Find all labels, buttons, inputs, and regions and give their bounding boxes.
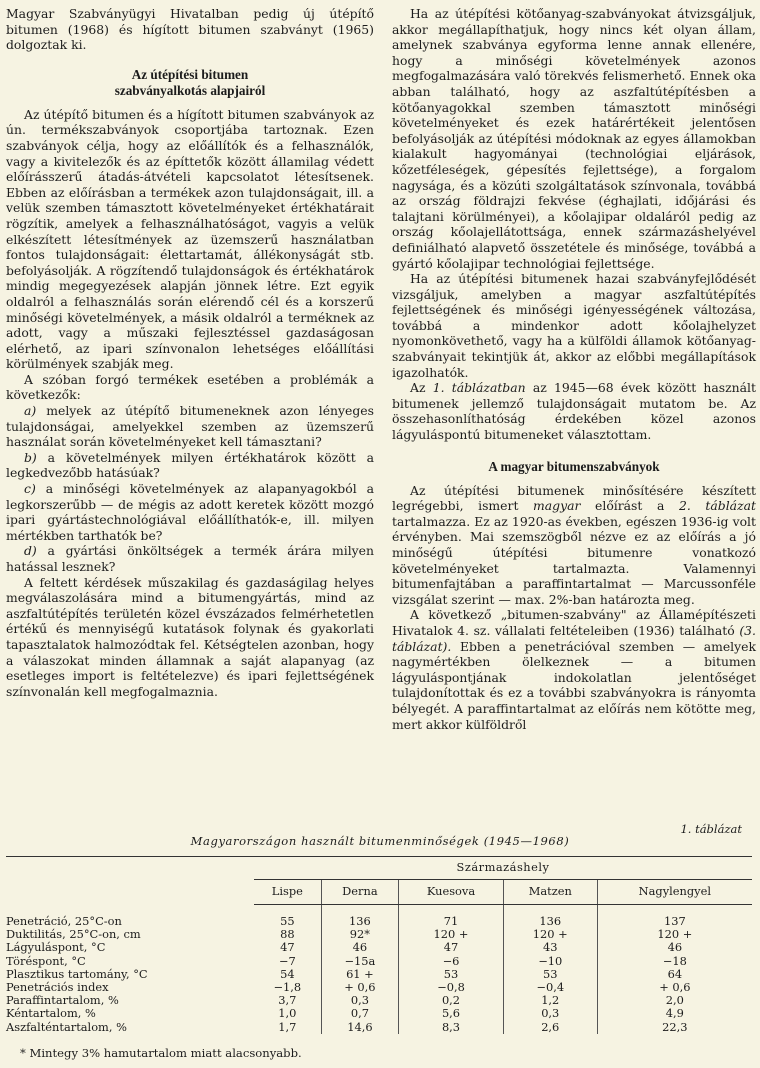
table-cell: 0,3 — [503, 1007, 597, 1020]
column-header: Derna — [321, 880, 398, 905]
table-cell: 8,3 — [399, 1021, 504, 1034]
item-text: a minőségi követelmények az alapanyagokból a legkorszerűbb — de mégis az adott keretek között mozgó ipari gyártástechnológiával előállíthatók-e, ill. milyen mértékben tarthatók be? — [6, 481, 374, 543]
paragraph: A szóban forgó termékek esetében a problémák a következők: — [6, 371, 374, 403]
table-footnote: * Mintegy 3% hamutartalom miatt alacsonyabb. — [20, 1046, 302, 1060]
row-label: Töréspont, °C — [6, 953, 86, 968]
table-cell: 92* — [321, 928, 398, 941]
table-row — [6, 1007, 752, 1020]
paragraph — [392, 607, 756, 732]
row-label: Penetrációs index — [6, 980, 109, 995]
paragraph: Ha az útépítési bitumenek hazai szabványfejlődését vizsgáljuk, amelyben a magyar aszfaltútépítés fejlettségének és minőségi igényességének változása, továbbá a mindenkor adott kőolajhelyzet nyomonkövethető, vagy ha a külföldi államok kötőanyag-szabványait tekintjük át, akkor az előbbi megállapítások igazolhatók. — [392, 271, 756, 380]
question-item-b — [6, 450, 374, 481]
table-cell: + 0,6 — [321, 981, 398, 994]
question-item-c — [6, 481, 374, 543]
table-cell: 47 — [399, 941, 504, 954]
table-cell: 136 — [503, 905, 597, 929]
table-cell: 4,9 — [597, 1007, 752, 1020]
column-header: Kuesova — [399, 880, 504, 905]
text-run: Az — [410, 380, 426, 396]
table-row — [6, 968, 752, 981]
table-cell: 1,7 — [278, 1019, 297, 1034]
table-cell: 137 — [597, 905, 752, 929]
column-header: Nagylengyel — [597, 880, 752, 905]
row-label: Plasztikus tartomány, °C — [6, 966, 148, 981]
intro-paragraph: Magyar Szabványügyi Hivatalban pedig új útépítő bitumen (1968) és hígított bitumen szabványt (1965) dolgoztak ki. — [6, 6, 374, 53]
table-row — [6, 941, 752, 954]
italic-word: magyar — [533, 498, 581, 514]
table-cell: 5,6 — [399, 1007, 504, 1020]
table-title: Magyarországon használt bitumenminőségek (1945—1968) — [190, 834, 570, 848]
text-run: előírást a — [595, 498, 665, 514]
text-run: Ebben a penetrációval szemben — amelyek nagymértékben ölelkeznek — a bitumen lágyuláspontjának indokolatlan jelentőséget tulajdonítottak és ez a további szabványokra is rányomta bélyegét. A paraffintartalmat az előírás nem kötötte meg, mert akkor külföldről — [392, 638, 756, 732]
table-cell: −10 — [503, 955, 597, 968]
text-run: tartalmazza. Ez az 1920-as években, egészen 1936-ig volt érvényben. Mai szemszögből nézve ez az előírás a jó minőségű útépítési bitumenre vonatkozó követelményeket tartalmazta. Valamennyi bitumenfajtában a paraffintartalmat — Marcussonféle vizsgálat szerint — max. 2%-ban határozta meg. — [392, 513, 756, 607]
section-heading-hungarian-standards: A magyar bitumenszabványok — [488, 458, 660, 474]
table-cell: 88 — [280, 927, 295, 942]
table-cell: 3,7 — [278, 993, 297, 1008]
table-reference: 2. táblázat — [679, 498, 756, 514]
row-label: Duktilitás, 25°C-on, cm — [6, 927, 141, 942]
row-label-header — [6, 857, 254, 905]
table-cell: 0,3 — [321, 994, 398, 1007]
heading-line-2: szabványalkotás alapjairól — [114, 82, 266, 98]
left-text-column — [6, 6, 374, 699]
table-cell: −0,8 — [399, 981, 504, 994]
paragraph: Az útépítő bitumen és a hígított bitumen szabványok az ún. termékszabványok csoportjába tartoznak. Ezen szabványok célja, hogy az előállítók és a felhasználók, vagy a kivitelezők és az építtetők között államilag védett előírásszerű átadás-átvételi kapcsolatot létesítsenek. Ebben az előírásban a termékek azon tulajdonságait, ill. a velük szemben támasztott követelményeket értékhatárait rögzítik, amelyek a felhasználhatóságot, vagyis a velük elkészített létesítmények az üzemszerű használatban fontos tulajdonságait: élettartamát, állékonyságát stb. befolyásolják. A rögzítendő tulajdonságok és értékhatárok mindig megegyezések alapján jönnek létre. Ezt egyik oldalról a felhasználás során elérendő cél és a korszerű minőségi követelmények, a másik oldalról a terméknek az adott, vagy a műszaki fejlesztéssel gazdaságosan elérhető, az ipari színvonalon lehetséges előállítási körülmények szabják meg. — [6, 106, 374, 372]
item-text: a gyártási önköltségek a termék árára milyen hatással lesznek? — [6, 543, 374, 574]
row-label: Penetráció, 25°C-on — [6, 913, 122, 928]
table-cell: 120 + — [503, 928, 597, 941]
table-cell: 0,2 — [399, 994, 504, 1007]
paragraph: Ha az útépítési kötőanyag-szabványokat átvizsgáljuk, akkor megállapíthatjuk, hogy nincs két olyan állam, amelynek szabványa egyforma lenne annak ellenére, hogy a minőségi követelmények azonos megfogalmazására való törekvés felismerhető. Ennek oka abban található, hogy az aszfaltútépítésben a kötőanyagokkal szemben támasztott minőségi követelményeket és ezek határértékeit jelentősen befolyásolják az útépítési módoknak az egyes államokban kialakult hagyományai (technológiai eljárások, kőzetféleségek, gépesítés fejlettsége), a forgalom nagysága, és a közúti szolgáltatások színvonala, továbbá az ország földrajzi fekvése (éghajlati, időjárási és talajtani körülményei), a kőolajipar oldaláról pedig az ország kőolajellátottsága, ennek származáshelyével definiálható alapvető összetétele és minősége, továbbá a gyártó kőolajipar technológiai fejlettsége. — [392, 6, 756, 271]
table-cell: 46 — [597, 941, 752, 954]
table-cell: 120 + — [399, 928, 504, 941]
item-text: a követelmények milyen értékhatárok között a legkedvezőbb hatásúak? — [6, 449, 374, 481]
table-cell: −15a — [321, 955, 398, 968]
section-heading-foundations — [6, 67, 374, 99]
table-row — [6, 1021, 752, 1034]
table-row — [6, 994, 752, 1007]
table-cell: + 0,6 — [597, 981, 752, 994]
table-cell: 61 + — [321, 968, 398, 981]
table-number: 1. táblázat — [680, 822, 742, 836]
table-cell: 1,2 — [503, 994, 597, 1007]
table-cell: 0,7 — [321, 1007, 398, 1020]
table-cell: 71 — [399, 905, 504, 929]
table-cell: 54 — [280, 966, 295, 981]
table-cell: −6 — [399, 955, 504, 968]
question-item-d — [6, 543, 374, 574]
table-cell: 2,0 — [597, 994, 752, 1007]
table-row — [6, 905, 752, 929]
question-item-a — [6, 403, 374, 450]
origin-group-header: Származáshely — [254, 857, 752, 880]
row-label: Aszfalténtartalom, % — [6, 1019, 127, 1034]
table-cell: 46 — [321, 941, 398, 954]
table-cell: 1,0 — [278, 1006, 297, 1021]
table-row — [6, 955, 752, 968]
item-label: b) — [24, 449, 37, 465]
table-cell: 47 — [280, 940, 295, 955]
right-text-column — [392, 6, 756, 732]
text-run: az 1945—68 évek között használt bitumenek jellemző tulajdonságait mutatom be. Az összehasonlíthatóság érdekében közel azonos lágyuláspontú bitumeneket választottam. — [392, 380, 756, 443]
table-cell: 55 — [280, 914, 295, 928]
table-cell: 136 — [321, 905, 398, 929]
paragraph: A feltett kérdések műszakilag és gazdaságilag helyes megválaszolására mind a bitumengyártás, mind az aszfaltútépítés területén közel évszázados felmérhetetlen értékű és mennyiségű kutatások folynak és gyakorlati tapasztalatok halmozódtak fel. Kétségtelen azonban, hogy a válaszokat minden államnak a saját alapanyag (az esetleges import is feltételezve) és ipari fejlettségének színvonalán kell megfogalmaznia. — [6, 574, 374, 699]
heading-line-1: Az útépítési bitumen — [131, 66, 249, 82]
table-cell: 120 + — [597, 928, 752, 941]
table-cell: 43 — [503, 941, 597, 954]
text-run: Az útépítési bitumenek minősítésére készített legrégebbi, ismert — [392, 482, 756, 514]
item-label: c) — [24, 481, 36, 497]
table-reference: (3. táblázat). — [392, 622, 756, 654]
table-group-header-row — [6, 857, 752, 880]
column-header: Matzen — [503, 880, 597, 905]
item-text: melyek az útépítő bitumeneknek azon lényeges tulajdonságai, amelyekkel szemben az üzemszerű használat során követelményeket kell támasztani? — [6, 403, 374, 450]
table-cell: −18 — [597, 955, 752, 968]
item-label: d) — [24, 543, 37, 559]
table-cell: 2,6 — [503, 1021, 597, 1034]
row-label: Lágyuláspont, °C — [6, 940, 106, 955]
table-cell: −1,8 — [273, 980, 302, 995]
text-run: A következő „bitumen-szabvány" az Államépítészeti Hivatalok 4. sz. vállalati feltételeiben (1936) található — [392, 607, 756, 638]
table-cell: 53 — [503, 968, 597, 981]
table-cell: 64 — [597, 968, 752, 981]
bitumen-quality-table — [6, 856, 752, 1034]
table-cell: 22,3 — [597, 1021, 752, 1034]
item-label: a) — [24, 403, 37, 419]
row-label: Paraffintartalom, % — [6, 993, 119, 1008]
table-cell: 14,6 — [321, 1021, 398, 1034]
table-reference: 1. táblázatban — [432, 380, 526, 396]
row-label: Kéntartalom, % — [6, 1006, 96, 1021]
table-cell: −7 — [278, 953, 296, 968]
paragraph — [392, 380, 756, 442]
column-header: Lispe — [254, 880, 321, 905]
table-row — [6, 928, 752, 941]
paragraph — [392, 483, 756, 608]
table-cell: −0,4 — [503, 981, 597, 994]
table-cell: 53 — [399, 968, 504, 981]
table-body — [6, 905, 752, 1034]
